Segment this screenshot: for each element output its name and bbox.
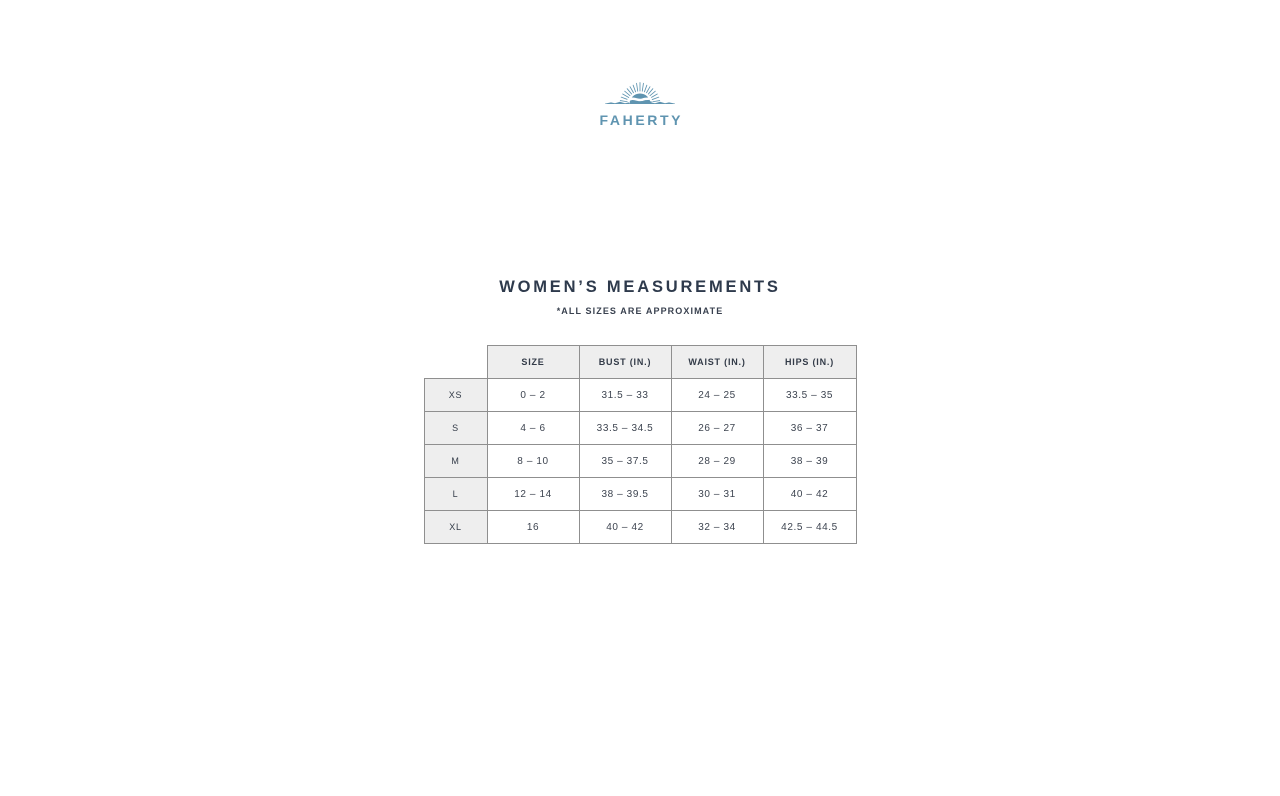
cell-m-hips: 38 – 39 xyxy=(763,445,856,478)
cell-xs-size: 0 – 2 xyxy=(487,379,579,412)
table-row-l xyxy=(424,478,856,511)
cell-m-waist: 28 – 29 xyxy=(671,445,763,478)
size-guide-page xyxy=(0,76,1280,796)
measurements-table xyxy=(424,345,857,544)
column-header-hips: HIPS (IN.) xyxy=(763,346,856,379)
table-row-xl xyxy=(424,511,856,544)
cell-s-waist: 26 – 27 xyxy=(671,412,763,445)
cell-s-size: 4 – 6 xyxy=(487,412,579,445)
cell-m-size: 8 – 10 xyxy=(487,445,579,478)
cell-s-hips: 36 – 37 xyxy=(763,412,856,445)
cell-xl-bust: 40 – 42 xyxy=(579,511,671,544)
table-header-row xyxy=(424,346,856,379)
cell-l-size: 12 – 14 xyxy=(487,478,579,511)
sunrise-wave-icon xyxy=(600,76,680,111)
cell-m-bust: 35 – 37.5 xyxy=(579,445,671,478)
table-row-s xyxy=(424,412,856,445)
row-label-xs: XS xyxy=(424,379,487,412)
row-label-s: S xyxy=(424,412,487,445)
page-title: WOMEN’S MEASUREMENTS xyxy=(499,278,781,296)
row-label-l: L xyxy=(424,478,487,511)
column-header-bust: BUST (IN.) xyxy=(579,346,671,379)
cell-xs-waist: 24 – 25 xyxy=(671,379,763,412)
row-label-xl: XL xyxy=(424,511,487,544)
table-row-xs xyxy=(424,379,856,412)
cell-xs-hips: 33.5 – 35 xyxy=(763,379,856,412)
table-row-m xyxy=(424,445,856,478)
row-label-m: M xyxy=(424,445,487,478)
page-subtitle: *ALL SIZES ARE APPROXIMATE xyxy=(556,306,724,316)
column-header-size: SIZE xyxy=(487,346,579,379)
cell-l-bust: 38 – 39.5 xyxy=(579,478,671,511)
cell-l-hips: 40 – 42 xyxy=(763,478,856,511)
cell-xs-bust: 31.5 – 33 xyxy=(579,379,671,412)
cell-xl-size: 16 xyxy=(487,511,579,544)
cell-l-waist: 30 – 31 xyxy=(671,478,763,511)
table-corner-cell xyxy=(424,346,487,379)
cell-xl-hips: 42.5 – 44.5 xyxy=(763,511,856,544)
brand-wordmark: FAHERTY xyxy=(599,112,684,128)
brand-logo xyxy=(530,76,750,128)
cell-s-bust: 33.5 – 34.5 xyxy=(579,412,671,445)
cell-xl-waist: 32 – 34 xyxy=(671,511,763,544)
column-header-waist: WAIST (IN.) xyxy=(671,346,763,379)
